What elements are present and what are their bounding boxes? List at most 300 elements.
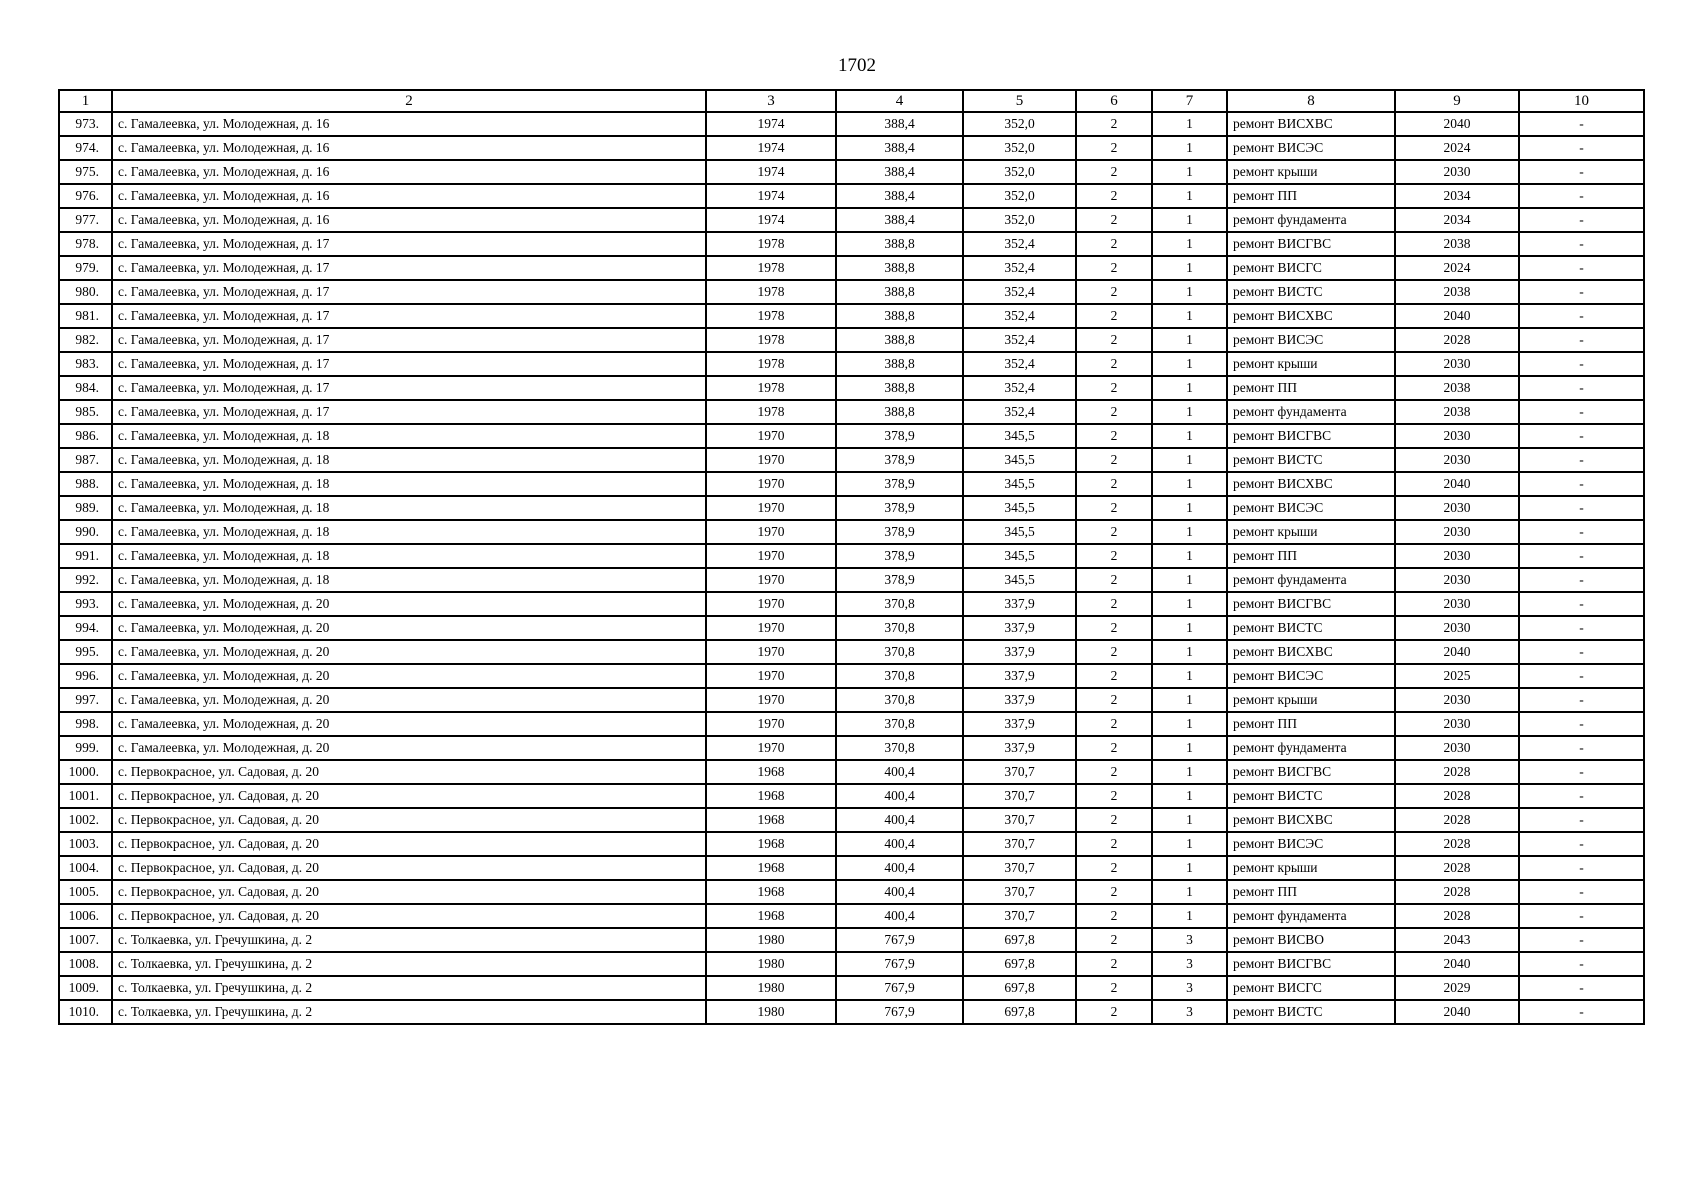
entrances-cell: 3 (1152, 976, 1227, 1000)
work-type-cell: ремонт ПП (1227, 184, 1395, 208)
living-area-cell: 352,4 (963, 352, 1076, 376)
note-cell: - (1519, 1000, 1644, 1024)
living-area-cell: 370,7 (963, 808, 1076, 832)
floors-cell: 2 (1076, 352, 1152, 376)
year-cell: 1980 (706, 952, 836, 976)
table-row (59, 688, 1644, 712)
column-header-8: 8 (1227, 90, 1395, 112)
note-cell: - (1519, 520, 1644, 544)
row-number-cell: 980. (59, 280, 112, 304)
work-type-cell: ремонт ВИСТС (1227, 280, 1395, 304)
entrances-cell: 1 (1152, 376, 1227, 400)
floors-cell: 2 (1076, 184, 1152, 208)
entrances-cell: 1 (1152, 736, 1227, 760)
column-header-10: 10 (1519, 90, 1644, 112)
planned-year-cell: 2030 (1395, 448, 1519, 472)
floors-cell: 2 (1076, 664, 1152, 688)
total-area-cell: 400,4 (836, 880, 963, 904)
work-type-cell: ремонт ВИСТС (1227, 1000, 1395, 1024)
year-cell: 1970 (706, 616, 836, 640)
repair-schedule-table (58, 89, 1645, 1025)
work-type-cell: ремонт ПП (1227, 544, 1395, 568)
year-cell: 1968 (706, 808, 836, 832)
entrances-cell: 1 (1152, 472, 1227, 496)
year-cell: 1974 (706, 208, 836, 232)
row-number-cell: 1001. (59, 784, 112, 808)
living-area-cell: 337,9 (963, 616, 1076, 640)
year-cell: 1970 (706, 712, 836, 736)
living-area-cell: 352,0 (963, 112, 1076, 136)
planned-year-cell: 2030 (1395, 616, 1519, 640)
table-row (59, 184, 1644, 208)
total-area-cell: 378,9 (836, 568, 963, 592)
floors-cell: 2 (1076, 904, 1152, 928)
address-cell: с. Толкаевка, ул. Гречушкина, д. 2 (112, 1000, 706, 1024)
planned-year-cell: 2030 (1395, 424, 1519, 448)
total-area-cell: 767,9 (836, 976, 963, 1000)
table-row (59, 352, 1644, 376)
floors-cell: 2 (1076, 472, 1152, 496)
address-cell: с. Первокрасное, ул. Садовая, д. 20 (112, 784, 706, 808)
year-cell: 1970 (706, 664, 836, 688)
note-cell: - (1519, 280, 1644, 304)
year-cell: 1980 (706, 976, 836, 1000)
table-row (59, 640, 1644, 664)
table-row (59, 112, 1644, 136)
planned-year-cell: 2030 (1395, 496, 1519, 520)
living-area-cell: 697,8 (963, 1000, 1076, 1024)
year-cell: 1978 (706, 352, 836, 376)
work-type-cell: ремонт ВИСЭС (1227, 328, 1395, 352)
row-number-cell: 996. (59, 664, 112, 688)
entrances-cell: 1 (1152, 712, 1227, 736)
floors-cell: 2 (1076, 856, 1152, 880)
living-area-cell: 352,0 (963, 136, 1076, 160)
table-row (59, 664, 1644, 688)
total-area-cell: 370,8 (836, 592, 963, 616)
planned-year-cell: 2040 (1395, 952, 1519, 976)
row-number-cell: 985. (59, 400, 112, 424)
living-area-cell: 697,8 (963, 952, 1076, 976)
total-area-cell: 388,4 (836, 160, 963, 184)
note-cell: - (1519, 424, 1644, 448)
work-type-cell: ремонт ВИСГВС (1227, 424, 1395, 448)
table-row (59, 880, 1644, 904)
work-type-cell: ремонт крыши (1227, 688, 1395, 712)
total-area-cell: 370,8 (836, 688, 963, 712)
table-row (59, 256, 1644, 280)
address-cell: с. Первокрасное, ул. Садовая, д. 20 (112, 832, 706, 856)
total-area-cell: 400,4 (836, 856, 963, 880)
row-number-cell: 1000. (59, 760, 112, 784)
planned-year-cell: 2030 (1395, 352, 1519, 376)
total-area-cell: 400,4 (836, 904, 963, 928)
work-type-cell: ремонт ВИСХВС (1227, 472, 1395, 496)
page-number: 1702 (838, 55, 876, 76)
entrances-cell: 1 (1152, 760, 1227, 784)
year-cell: 1980 (706, 1000, 836, 1024)
work-type-cell: ремонт крыши (1227, 856, 1395, 880)
floors-cell: 2 (1076, 736, 1152, 760)
planned-year-cell: 2040 (1395, 640, 1519, 664)
table-body (59, 112, 1644, 1024)
note-cell: - (1519, 856, 1644, 880)
planned-year-cell: 2038 (1395, 280, 1519, 304)
row-number-cell: 998. (59, 712, 112, 736)
floors-cell: 2 (1076, 520, 1152, 544)
note-cell: - (1519, 136, 1644, 160)
living-area-cell: 352,0 (963, 208, 1076, 232)
table-row (59, 592, 1644, 616)
entrances-cell: 1 (1152, 520, 1227, 544)
table-row (59, 952, 1644, 976)
total-area-cell: 767,9 (836, 928, 963, 952)
living-area-cell: 352,4 (963, 376, 1076, 400)
year-cell: 1978 (706, 280, 836, 304)
floors-cell: 2 (1076, 328, 1152, 352)
note-cell: - (1519, 448, 1644, 472)
entrances-cell: 1 (1152, 448, 1227, 472)
work-type-cell: ремонт ВИСГВС (1227, 592, 1395, 616)
address-cell: с. Гамалеевка, ул. Молодежная, д. 20 (112, 712, 706, 736)
year-cell: 1968 (706, 880, 836, 904)
address-cell: с. Гамалеевка, ул. Молодежная, д. 20 (112, 592, 706, 616)
floors-cell: 2 (1076, 256, 1152, 280)
year-cell: 1968 (706, 784, 836, 808)
note-cell: - (1519, 328, 1644, 352)
total-area-cell: 400,4 (836, 808, 963, 832)
entrances-cell: 1 (1152, 640, 1227, 664)
address-cell: с. Гамалеевка, ул. Молодежная, д. 18 (112, 544, 706, 568)
address-cell: с. Гамалеевка, ул. Молодежная, д. 17 (112, 376, 706, 400)
entrances-cell: 1 (1152, 328, 1227, 352)
total-area-cell: 378,9 (836, 544, 963, 568)
total-area-cell: 388,8 (836, 328, 963, 352)
work-type-cell: ремонт ВИСХВС (1227, 640, 1395, 664)
living-area-cell: 337,9 (963, 712, 1076, 736)
total-area-cell: 400,4 (836, 784, 963, 808)
total-area-cell: 400,4 (836, 760, 963, 784)
table-row (59, 424, 1644, 448)
note-cell: - (1519, 616, 1644, 640)
entrances-cell: 3 (1152, 952, 1227, 976)
table-row (59, 736, 1644, 760)
row-number-cell: 992. (59, 568, 112, 592)
living-area-cell: 345,5 (963, 472, 1076, 496)
entrances-cell: 1 (1152, 256, 1227, 280)
year-cell: 1978 (706, 304, 836, 328)
entrances-cell: 1 (1152, 880, 1227, 904)
row-number-cell: 988. (59, 472, 112, 496)
address-cell: с. Гамалеевка, ул. Молодежная, д. 17 (112, 328, 706, 352)
column-header-1: 1 (59, 90, 112, 112)
address-cell: с. Гамалеевка, ул. Молодежная, д. 18 (112, 520, 706, 544)
year-cell: 1968 (706, 856, 836, 880)
total-area-cell: 388,8 (836, 352, 963, 376)
row-number-cell: 981. (59, 304, 112, 328)
entrances-cell: 1 (1152, 568, 1227, 592)
address-cell: с. Гамалеевка, ул. Молодежная, д. 18 (112, 424, 706, 448)
total-area-cell: 388,8 (836, 256, 963, 280)
floors-cell: 2 (1076, 232, 1152, 256)
row-number-cell: 1009. (59, 976, 112, 1000)
entrances-cell: 1 (1152, 904, 1227, 928)
row-number-cell: 994. (59, 616, 112, 640)
work-type-cell: ремонт ВИСГС (1227, 256, 1395, 280)
table-row (59, 496, 1644, 520)
floors-cell: 2 (1076, 640, 1152, 664)
planned-year-cell: 2030 (1395, 712, 1519, 736)
year-cell: 1974 (706, 184, 836, 208)
work-type-cell: ремонт ВИСЭС (1227, 136, 1395, 160)
living-area-cell: 345,5 (963, 448, 1076, 472)
work-type-cell: ремонт ВИСТС (1227, 616, 1395, 640)
table-row (59, 448, 1644, 472)
table-row (59, 136, 1644, 160)
floors-cell: 2 (1076, 448, 1152, 472)
living-area-cell: 337,9 (963, 664, 1076, 688)
column-header-9: 9 (1395, 90, 1519, 112)
total-area-cell: 378,9 (836, 448, 963, 472)
table-row (59, 616, 1644, 640)
work-type-cell: ремонт ВИСХВС (1227, 808, 1395, 832)
note-cell: - (1519, 904, 1644, 928)
entrances-cell: 1 (1152, 832, 1227, 856)
note-cell: - (1519, 304, 1644, 328)
living-area-cell: 345,5 (963, 568, 1076, 592)
table-row (59, 232, 1644, 256)
planned-year-cell: 2030 (1395, 520, 1519, 544)
work-type-cell: ремонт ВИСХВС (1227, 304, 1395, 328)
work-type-cell: ремонт ПП (1227, 712, 1395, 736)
total-area-cell: 370,8 (836, 736, 963, 760)
planned-year-cell: 2040 (1395, 1000, 1519, 1024)
entrances-cell: 1 (1152, 544, 1227, 568)
floors-cell: 2 (1076, 280, 1152, 304)
work-type-cell: ремонт ВИСТС (1227, 448, 1395, 472)
address-cell: с. Толкаевка, ул. Гречушкина, д. 2 (112, 952, 706, 976)
planned-year-cell: 2040 (1395, 472, 1519, 496)
year-cell: 1970 (706, 640, 836, 664)
note-cell: - (1519, 688, 1644, 712)
total-area-cell: 388,8 (836, 400, 963, 424)
floors-cell: 2 (1076, 568, 1152, 592)
entrances-cell: 1 (1152, 616, 1227, 640)
address-cell: с. Первокрасное, ул. Садовая, д. 20 (112, 880, 706, 904)
work-type-cell: ремонт ВИСГВС (1227, 952, 1395, 976)
row-number-cell: 990. (59, 520, 112, 544)
entrances-cell: 1 (1152, 664, 1227, 688)
planned-year-cell: 2028 (1395, 880, 1519, 904)
note-cell: - (1519, 208, 1644, 232)
floors-cell: 2 (1076, 376, 1152, 400)
floors-cell: 2 (1076, 976, 1152, 1000)
row-number-cell: 1005. (59, 880, 112, 904)
total-area-cell: 767,9 (836, 952, 963, 976)
work-type-cell: ремонт фундамента (1227, 904, 1395, 928)
living-area-cell: 370,7 (963, 880, 1076, 904)
total-area-cell: 378,9 (836, 520, 963, 544)
floors-cell: 2 (1076, 304, 1152, 328)
address-cell: с. Гамалеевка, ул. Молодежная, д. 20 (112, 736, 706, 760)
floors-cell: 2 (1076, 160, 1152, 184)
table-row (59, 160, 1644, 184)
entrances-cell: 1 (1152, 856, 1227, 880)
living-area-cell: 697,8 (963, 928, 1076, 952)
floors-cell: 2 (1076, 880, 1152, 904)
address-cell: с. Первокрасное, ул. Садовая, д. 20 (112, 808, 706, 832)
planned-year-cell: 2030 (1395, 160, 1519, 184)
work-type-cell: ремонт ВИСТС (1227, 784, 1395, 808)
living-area-cell: 352,4 (963, 328, 1076, 352)
year-cell: 1970 (706, 520, 836, 544)
table-row (59, 568, 1644, 592)
column-header-5: 5 (963, 90, 1076, 112)
work-type-cell: ремонт ВИСЭС (1227, 664, 1395, 688)
living-area-cell: 352,4 (963, 280, 1076, 304)
note-cell: - (1519, 160, 1644, 184)
note-cell: - (1519, 952, 1644, 976)
living-area-cell: 345,5 (963, 496, 1076, 520)
floors-cell: 2 (1076, 808, 1152, 832)
address-cell: с. Гамалеевка, ул. Молодежная, д. 16 (112, 208, 706, 232)
floors-cell: 2 (1076, 424, 1152, 448)
total-area-cell: 370,8 (836, 616, 963, 640)
row-number-cell: 987. (59, 448, 112, 472)
column-header-3: 3 (706, 90, 836, 112)
work-type-cell: ремонт ПП (1227, 880, 1395, 904)
table-row (59, 832, 1644, 856)
row-number-cell: 999. (59, 736, 112, 760)
planned-year-cell: 2028 (1395, 856, 1519, 880)
total-area-cell: 378,9 (836, 424, 963, 448)
note-cell: - (1519, 184, 1644, 208)
note-cell: - (1519, 232, 1644, 256)
living-area-cell: 345,5 (963, 424, 1076, 448)
living-area-cell: 352,4 (963, 232, 1076, 256)
row-number-cell: 989. (59, 496, 112, 520)
planned-year-cell: 2028 (1395, 904, 1519, 928)
floors-cell: 2 (1076, 712, 1152, 736)
address-cell: с. Гамалеевка, ул. Молодежная, д. 17 (112, 280, 706, 304)
entrances-cell: 1 (1152, 400, 1227, 424)
address-cell: с. Гамалеевка, ул. Молодежная, д. 20 (112, 640, 706, 664)
address-cell: с. Толкаевка, ул. Гречушкина, д. 2 (112, 976, 706, 1000)
row-number-cell: 973. (59, 112, 112, 136)
entrances-cell: 1 (1152, 688, 1227, 712)
floors-cell: 2 (1076, 832, 1152, 856)
row-number-cell: 979. (59, 256, 112, 280)
note-cell: - (1519, 928, 1644, 952)
total-area-cell: 370,8 (836, 712, 963, 736)
floors-cell: 2 (1076, 592, 1152, 616)
address-cell: с. Гамалеевка, ул. Молодежная, д. 20 (112, 664, 706, 688)
floors-cell: 2 (1076, 952, 1152, 976)
planned-year-cell: 2030 (1395, 688, 1519, 712)
total-area-cell: 388,8 (836, 376, 963, 400)
table-row (59, 712, 1644, 736)
planned-year-cell: 2043 (1395, 928, 1519, 952)
address-cell: с. Гамалеевка, ул. Молодежная, д. 18 (112, 568, 706, 592)
table-row (59, 544, 1644, 568)
row-number-cell: 978. (59, 232, 112, 256)
floors-cell: 2 (1076, 1000, 1152, 1024)
note-cell: - (1519, 976, 1644, 1000)
living-area-cell: 352,0 (963, 160, 1076, 184)
entrances-cell: 1 (1152, 808, 1227, 832)
note-cell: - (1519, 496, 1644, 520)
address-cell: с. Первокрасное, ул. Садовая, д. 20 (112, 904, 706, 928)
total-area-cell: 388,4 (836, 184, 963, 208)
table-row (59, 808, 1644, 832)
entrances-cell: 3 (1152, 1000, 1227, 1024)
row-number-cell: 983. (59, 352, 112, 376)
entrances-cell: 1 (1152, 496, 1227, 520)
table-row (59, 400, 1644, 424)
floors-cell: 2 (1076, 616, 1152, 640)
entrances-cell: 1 (1152, 424, 1227, 448)
planned-year-cell: 2040 (1395, 112, 1519, 136)
note-cell: - (1519, 256, 1644, 280)
table-row (59, 328, 1644, 352)
table-row (59, 928, 1644, 952)
planned-year-cell: 2028 (1395, 832, 1519, 856)
total-area-cell: 388,4 (836, 112, 963, 136)
living-area-cell: 370,7 (963, 832, 1076, 856)
entrances-cell: 1 (1152, 208, 1227, 232)
living-area-cell: 697,8 (963, 976, 1076, 1000)
row-number-cell: 974. (59, 136, 112, 160)
address-cell: с. Гамалеевка, ул. Молодежная, д. 16 (112, 160, 706, 184)
planned-year-cell: 2030 (1395, 568, 1519, 592)
entrances-cell: 1 (1152, 784, 1227, 808)
address-cell: с. Первокрасное, ул. Садовая, д. 20 (112, 856, 706, 880)
row-number-cell: 984. (59, 376, 112, 400)
entrances-cell: 1 (1152, 232, 1227, 256)
table-row (59, 856, 1644, 880)
year-cell: 1968 (706, 904, 836, 928)
planned-year-cell: 2029 (1395, 976, 1519, 1000)
year-cell: 1968 (706, 760, 836, 784)
note-cell: - (1519, 640, 1644, 664)
living-area-cell: 370,7 (963, 904, 1076, 928)
planned-year-cell: 2025 (1395, 664, 1519, 688)
address-cell: с. Гамалеевка, ул. Молодежная, д. 18 (112, 448, 706, 472)
planned-year-cell: 2028 (1395, 760, 1519, 784)
work-type-cell: ремонт ВИСВО (1227, 928, 1395, 952)
planned-year-cell: 2024 (1395, 136, 1519, 160)
year-cell: 1970 (706, 424, 836, 448)
note-cell: - (1519, 760, 1644, 784)
living-area-cell: 352,4 (963, 400, 1076, 424)
floors-cell: 2 (1076, 136, 1152, 160)
floors-cell: 2 (1076, 544, 1152, 568)
total-area-cell: 388,4 (836, 208, 963, 232)
row-number-cell: 1010. (59, 1000, 112, 1024)
living-area-cell: 337,9 (963, 688, 1076, 712)
table-row (59, 904, 1644, 928)
year-cell: 1970 (706, 544, 836, 568)
work-type-cell: ремонт ВИСГС (1227, 976, 1395, 1000)
year-cell: 1970 (706, 472, 836, 496)
living-area-cell: 370,7 (963, 760, 1076, 784)
planned-year-cell: 2030 (1395, 736, 1519, 760)
work-type-cell: ремонт крыши (1227, 352, 1395, 376)
year-cell: 1974 (706, 112, 836, 136)
table-row (59, 280, 1644, 304)
living-area-cell: 337,9 (963, 736, 1076, 760)
floors-cell: 2 (1076, 688, 1152, 712)
